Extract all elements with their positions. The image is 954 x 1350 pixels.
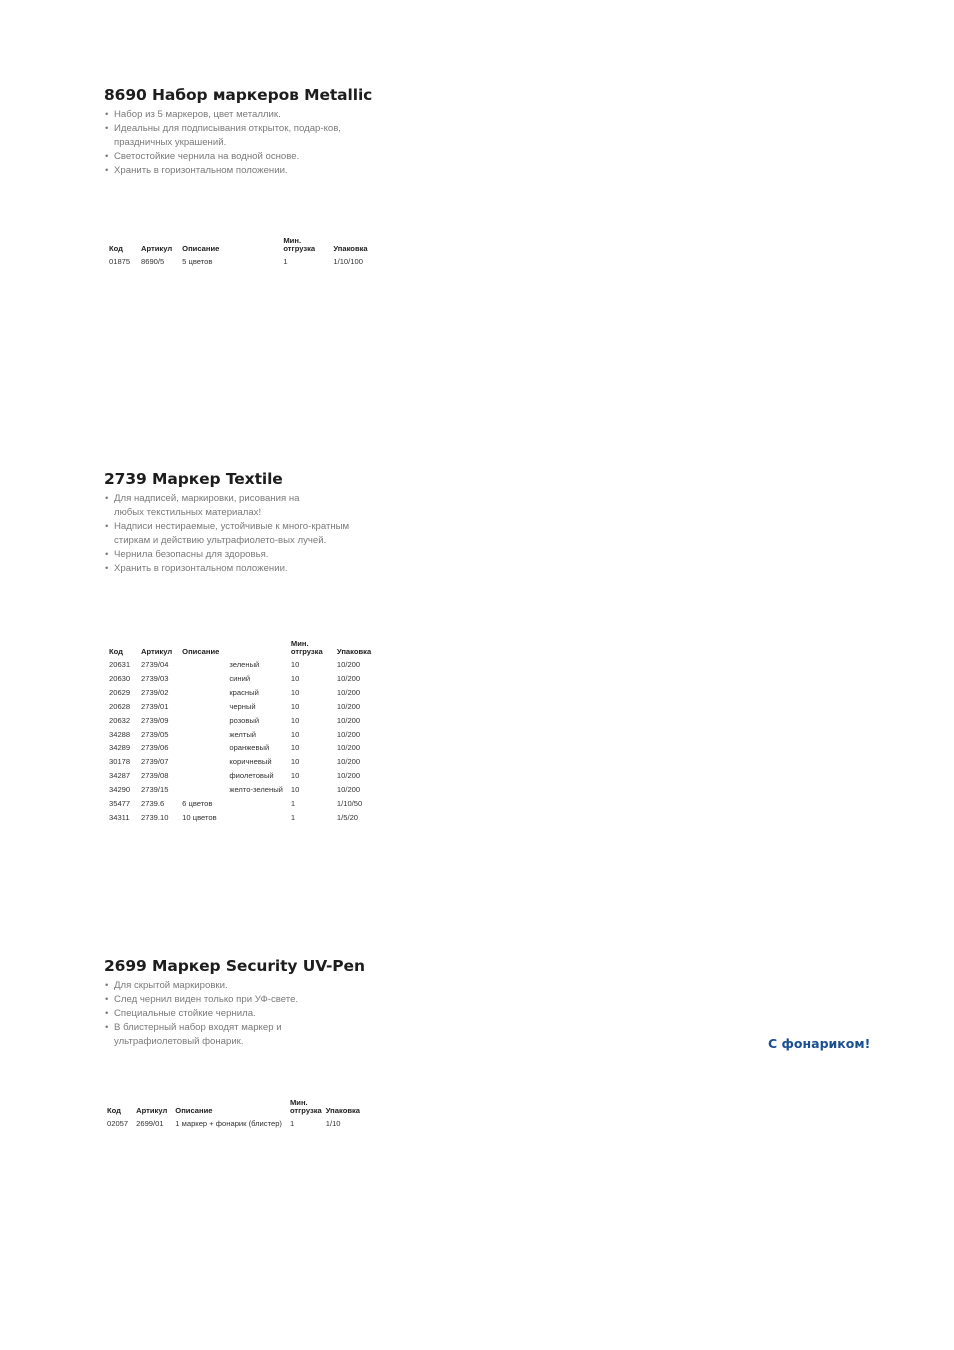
cell-min-shipment: 1: [289, 1119, 295, 1128]
cell-article: 2739/15: [141, 785, 169, 795]
col-package: Упаковка: [333, 244, 368, 253]
feature-item: • Набор из 5 маркеров, цвет металлик.: [104, 108, 364, 122]
col-description: Описание: [182, 647, 220, 656]
product-title: 2699 Маркер Security UV-Pen: [104, 957, 365, 975]
cell-description: [182, 783, 229, 797]
cell-color: коричневый: [229, 757, 272, 767]
cell-description: [182, 672, 229, 686]
table-header-row: [107, 1099, 370, 1117]
cell-color: черный: [229, 701, 256, 711]
cell-code: 34290: [109, 785, 131, 795]
cell-package: 10/200: [336, 757, 361, 767]
cell-article: 2739/03: [141, 673, 169, 683]
feature-item: • Светостойкие чернила на водной основе.: [104, 150, 364, 164]
cell-color: синий: [229, 673, 251, 683]
product-section-8690: [104, 86, 372, 178]
cell-code: 20631: [109, 660, 131, 669]
product-section-2699: [104, 957, 365, 1049]
feature-list: [104, 492, 364, 576]
cell-min-shipment: 10: [290, 701, 300, 711]
cell-package: 1/5/20: [336, 812, 359, 822]
flashlight-note: С фонариком!: [768, 1036, 871, 1051]
cell-article: 2739/05: [141, 729, 169, 739]
feature-item: • Для скрытой маркировки.: [104, 979, 364, 993]
cell-description: 5 цветов: [182, 257, 213, 266]
product-table-8690: [109, 237, 378, 269]
table-row: [109, 741, 381, 755]
cell-min-shipment: 10: [290, 743, 300, 753]
cell-article: 2739.10: [141, 812, 169, 822]
table-row: [109, 672, 381, 686]
cell-article: 2739/02: [141, 687, 169, 697]
product-section-2739: [104, 470, 364, 576]
col-min-shipment: Мин. отгрузка: [289, 1098, 322, 1115]
feature-list: [104, 979, 365, 1049]
cell-color: красный: [229, 687, 259, 697]
cell-article: 2739/01: [141, 701, 169, 711]
cell-article: 2739/04: [141, 660, 169, 669]
feature-item: • В блистерный набор входят маркер и ультрафиолетовый фонарик.: [104, 1021, 314, 1049]
cell-color: фиолетовый: [229, 771, 274, 781]
table-row: [109, 769, 381, 783]
cell-description: 6 цветов: [182, 799, 213, 809]
cell-color: оранжевый: [229, 743, 270, 753]
feature-item: • Для надписей, маркировки, рисования на любых текстильных материалах!: [104, 492, 329, 520]
table-row: [109, 797, 381, 811]
cell-package: 1/10: [325, 1119, 341, 1128]
feature-item: • Чернила безопасны для здоровья.: [104, 548, 364, 562]
feature-item: • Хранить в горизонтальном положении.: [104, 562, 364, 576]
product-table-2739: [109, 640, 381, 825]
cell-color: розовый: [229, 715, 260, 725]
cell-description: [182, 714, 229, 728]
table-header-row: [109, 640, 381, 658]
cell-article: 2739/08: [141, 771, 169, 781]
cell-code: 30178: [109, 757, 131, 767]
table-row: [109, 811, 381, 825]
cell-description: 1 маркер + фонарик (блистер): [175, 1119, 282, 1128]
cell-color: желто-зеленый: [229, 785, 283, 795]
cell-code: 34288: [109, 729, 131, 739]
col-code: Код: [107, 1106, 121, 1115]
col-article: Артикул: [141, 647, 173, 656]
cell-package: 10/200: [336, 673, 361, 683]
feature-item: • Надписи нестираемые, устойчивые к много-кратным стиркам и действию ультрафиолето-вых лучей.: [104, 520, 352, 548]
cell-color: зеленый: [229, 660, 260, 669]
cell-article: 2699/01: [136, 1119, 164, 1128]
product-title: 8690 Набор маркеров Metallic: [104, 86, 373, 104]
cell-package: 10/200: [336, 785, 361, 795]
col-color: [229, 237, 283, 255]
cell-package: 1/10/50: [336, 799, 363, 809]
cell-min-shipment: 10: [290, 771, 300, 781]
cell-min-shipment: 10: [290, 757, 300, 767]
feature-item: • След чернил виден только при УФ-свете.: [104, 993, 364, 1007]
table-row: [109, 700, 381, 714]
cell-article: 2739.6: [141, 799, 165, 809]
product-title: 2739 Маркер Textile: [104, 470, 283, 488]
cell-package: 10/200: [336, 771, 361, 781]
col-package: Упаковка: [336, 647, 372, 656]
cell-article: 2739/06: [141, 743, 169, 753]
cell-code: 35477: [109, 799, 131, 809]
cell-description: [182, 741, 229, 755]
cell-package: 10/200: [336, 701, 361, 711]
cell-description: [182, 755, 229, 769]
feature-item: • Идеальны для подписывания открыток, подар-ков, праздничных украшений.: [104, 122, 358, 150]
feature-item: • Хранить в горизонтальном положении.: [104, 164, 364, 178]
cell-code: 34289: [109, 743, 131, 753]
cell-code: 20629: [109, 687, 131, 697]
cell-article: 2739/09: [141, 715, 169, 725]
table-row: [109, 255, 378, 269]
cell-min-shipment: 10: [290, 715, 300, 725]
cell-code: 34311: [109, 812, 130, 822]
cell-min-shipment: 1: [283, 257, 288, 266]
cell-package: 1/10/100: [333, 257, 363, 266]
table-header-row: [109, 237, 378, 255]
cell-min-shipment: 10: [290, 785, 300, 795]
col-color: [229, 640, 291, 658]
feature-list: [104, 108, 372, 178]
col-description: Описание: [182, 244, 220, 253]
col-min-shipment: Мин. отгрузка: [283, 236, 316, 253]
cell-package: 10/200: [336, 729, 361, 739]
cell-package: 10/200: [336, 660, 361, 669]
cell-package: 10/200: [336, 687, 361, 697]
cell-min-shipment: 1: [290, 799, 296, 809]
product-table-2699: [107, 1099, 370, 1131]
cell-article: 2739/07: [141, 757, 169, 767]
table-row: [109, 658, 381, 672]
cell-description: [182, 728, 229, 742]
cell-description: [182, 769, 229, 783]
cell-description: [182, 700, 229, 714]
table-row: [109, 686, 381, 700]
cell-package: 10/200: [336, 715, 361, 725]
cell-min-shipment: 10: [290, 660, 300, 669]
col-min-shipment: Мин. отгрузка: [290, 639, 323, 656]
cell-package: 10/200: [336, 743, 361, 753]
cell-description: 10 цветов: [182, 812, 217, 822]
cell-article: 8690/5: [141, 257, 165, 266]
cell-code: 02057: [107, 1119, 129, 1128]
cell-min-shipment: 10: [290, 673, 300, 683]
col-code: Код: [109, 244, 123, 253]
col-article: Артикул: [141, 244, 173, 253]
cell-min-shipment: 1: [290, 812, 296, 822]
cell-description: [182, 658, 229, 672]
cell-code: 20632: [109, 715, 131, 725]
cell-min-shipment: 10: [290, 729, 300, 739]
cell-code: 20630: [109, 673, 131, 683]
table-row: [109, 755, 381, 769]
col-package: Упаковка: [325, 1106, 361, 1115]
feature-item: • Специальные стойкие чернила.: [104, 1007, 364, 1021]
table-row: [109, 728, 381, 742]
cell-code: 01875: [109, 257, 131, 266]
col-article: Артикул: [136, 1106, 168, 1115]
col-code: Код: [109, 647, 123, 656]
cell-code: 20628: [109, 701, 131, 711]
cell-code: 34287: [109, 771, 131, 781]
cell-description: [182, 686, 229, 700]
table-row: [107, 1117, 370, 1131]
table-row: [109, 714, 381, 728]
cell-color: желтый: [229, 729, 257, 739]
col-description: Описание: [175, 1106, 213, 1115]
cell-min-shipment: 10: [290, 687, 300, 697]
table-row: [109, 783, 381, 797]
